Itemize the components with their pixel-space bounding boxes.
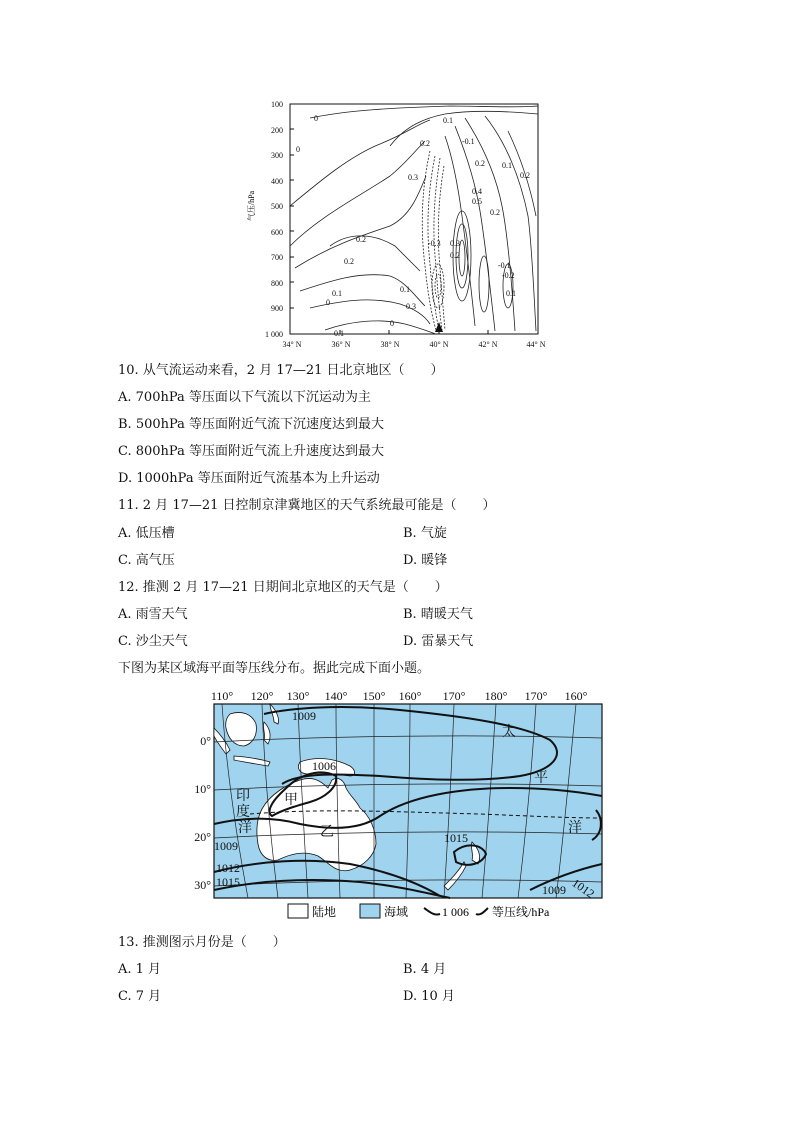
lon-label: 180°: [484, 689, 508, 703]
isobar-map: [194, 684, 610, 924]
q12-option-d[interactable]: D. 雷暴天气: [403, 634, 474, 649]
contour-label: 0.1: [332, 289, 342, 298]
q13-option-c[interactable]: C. 7 月: [118, 989, 162, 1004]
q10-option-a[interactable]: A. 700hPa 等压面以下气流以下沉运动为主: [118, 390, 371, 405]
y-tick: 900: [271, 304, 283, 313]
lon-label: 160°: [564, 689, 588, 703]
q13-option-d[interactable]: D. 10 月: [403, 989, 455, 1004]
y-tick: 400: [271, 177, 283, 186]
place-tai: 太: [502, 725, 516, 740]
contour-label: 0: [326, 298, 330, 307]
contour-label: 0.2: [344, 257, 354, 266]
q13-stem: 13. 推测图示月份是（ ）: [118, 935, 286, 950]
contour-label: 0.1: [506, 289, 516, 298]
lat-label: 30°: [194, 878, 211, 892]
lat-label: 10°: [194, 782, 211, 796]
isobar-label: 1006: [312, 759, 336, 773]
isobar-label: 1015: [444, 831, 468, 845]
isobar-label: 1012: [569, 875, 598, 901]
contour-label: 0.4: [472, 187, 482, 196]
isobar-label: 1015: [216, 875, 240, 889]
y-tick: 600: [271, 228, 283, 237]
place-ping: 平: [534, 771, 548, 786]
lon-label: 130°: [286, 689, 310, 703]
isobar-label: 1009: [214, 839, 238, 853]
place-yang2: 洋: [568, 821, 582, 836]
legend-sea-label: 海域: [384, 905, 409, 919]
legend-isobar-text: 等压线/hPa: [492, 905, 550, 919]
contour-label: 0.1: [502, 161, 512, 170]
q11-stem: 11. 2 月 17—21 日控制京津冀地区的天气系统最可能是（ ）: [118, 498, 496, 513]
isobar-label: 1009: [542, 883, 566, 897]
place-jia: 甲: [284, 793, 298, 808]
contour-label: 0.1: [400, 285, 410, 294]
legend-isobar-line-right: [476, 908, 488, 915]
x-tick: 42° N: [478, 340, 498, 349]
y-tick: 300: [271, 151, 283, 160]
x-tick: 38° N: [380, 340, 400, 349]
legend-isobar-value: 1 006: [442, 905, 469, 919]
intro-text: 下图为某区域海平面等压线分布。据此完成下面小题。: [118, 661, 431, 676]
contour-label: 0.2: [450, 251, 460, 260]
q11-option-d[interactable]: D. 暖锋: [403, 553, 448, 568]
legend-sea-swatch: [360, 904, 380, 918]
contour-label: 0.3: [408, 173, 418, 182]
q10-option-d[interactable]: D. 1000hPa 等压面附近气流基本为上升运动: [118, 471, 380, 486]
q12-stem: 12. 推测 2 月 17—21 日期间北京地区的天气是（ ）: [118, 580, 448, 595]
contour-label: 0: [314, 114, 318, 123]
y-tick: 500: [271, 202, 283, 211]
q11-option-a[interactable]: A. 低压槽: [118, 526, 175, 541]
contour-label: 0.5: [472, 197, 482, 206]
contour-label: 0.2: [490, 208, 500, 217]
lon-label: 140°: [324, 689, 348, 703]
y-axis-label: 气压/hPa: [247, 190, 256, 222]
x-tick: 34° N: [282, 340, 302, 349]
q10-stem: 10. 从气流运动来看，2 月 17—21 日北京地区（ ）: [118, 363, 444, 378]
contour-label: 0.1: [443, 116, 453, 125]
lat-label: 20°: [194, 830, 211, 844]
place-yin: 印: [236, 789, 250, 804]
lon-label: 120°: [250, 689, 274, 703]
x-tick: 36° N: [331, 340, 351, 349]
q12-option-a[interactable]: A. 雨雪天气: [118, 607, 188, 622]
contour-label: 0.3: [406, 302, 416, 311]
lon-label: 150°: [362, 689, 386, 703]
y-tick: 200: [271, 126, 283, 135]
isobar-label: 1012: [216, 861, 240, 875]
contour-label: -0.2: [502, 271, 515, 280]
lon-label: 160°: [398, 689, 422, 703]
legend-land-label: 陆地: [312, 905, 337, 919]
lon-label: 170°: [442, 689, 466, 703]
q12-option-c[interactable]: C. 沙尘天气: [118, 634, 188, 649]
contour-label: -0.1: [462, 137, 475, 146]
x-tick: 40° N: [429, 340, 449, 349]
place-yi: 乙: [320, 825, 334, 840]
contour-label: 0.1: [334, 329, 344, 338]
legend-land-swatch: [288, 904, 308, 918]
q13-option-b[interactable]: B. 4 月: [403, 962, 447, 977]
vertical-motion-chart: [240, 96, 560, 354]
contour-label: 0.2: [520, 171, 530, 180]
place-du: 度: [236, 805, 250, 820]
y-tick: 700: [271, 253, 283, 262]
contour-label: 0: [296, 145, 300, 154]
contour-label: 0: [390, 319, 394, 328]
q13-option-a[interactable]: A. 1 月: [118, 962, 162, 977]
contour-label: 0.2: [475, 159, 485, 168]
lon-label: 110°: [210, 689, 234, 703]
contour-label: 0.3: [450, 239, 460, 248]
q11-option-b[interactable]: B. 气旋: [403, 526, 447, 541]
y-tick: 100: [271, 100, 283, 109]
place-yang: 洋: [238, 821, 252, 836]
y-tick: 1 000: [265, 330, 283, 339]
y-tick: 800: [271, 279, 283, 288]
isobar-label: 1009: [292, 709, 316, 723]
contour-label: 0.2: [356, 235, 366, 244]
x-tick: 44° N: [526, 340, 546, 349]
lat-label: 0°: [200, 734, 211, 748]
q12-option-b[interactable]: B. 晴暖天气: [403, 607, 473, 622]
contour-label: 0.2: [420, 139, 430, 148]
legend-isobar-line-left: [424, 908, 440, 915]
lon-label: 170°: [524, 689, 548, 703]
q10-option-c[interactable]: C. 800hPa 等压面附近气流上升速度达到最大: [118, 444, 384, 459]
q11-option-c[interactable]: C. 高气压: [118, 553, 175, 568]
contour-label: -0.3: [428, 239, 441, 248]
contour-label: -0.1: [498, 261, 511, 270]
q10-option-b[interactable]: B. 500hPa 等压面附近气流下沉速度达到最大: [118, 417, 385, 432]
